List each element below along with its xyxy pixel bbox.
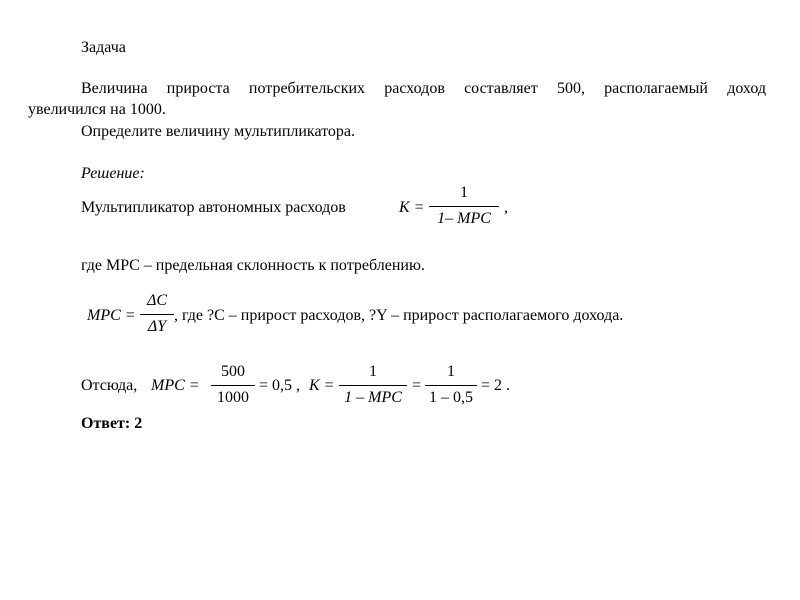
calc-fraction-1 — [211, 364, 255, 409]
multiplier-text: Мультипликатор автономных расходов — [81, 199, 346, 216]
problem-line-1: Величина прироста потребительских расходов составляет 500, располагаемый доход — [81, 80, 766, 97]
mpc-definition: где MPC – предельная склонность к потреблению. — [81, 257, 425, 274]
calc-fraction-2 — [339, 364, 407, 409]
mpc-lhs: MPC = — [87, 307, 136, 324]
calc-fraction-3 — [425, 364, 477, 409]
mpc-denominator: ΔY — [147, 318, 167, 335]
calc-fraction-3-bar — [425, 385, 477, 386]
calc-eq-3: = 2 . — [481, 377, 511, 394]
calc-eq-2: = — [412, 377, 422, 394]
calc-fraction-1-denominator: 1000 — [217, 389, 249, 406]
multiplier-fraction-bar — [429, 206, 499, 207]
solution-label: Решение: — [81, 165, 145, 182]
problem-line-2: увеличился на 1000. — [28, 101, 166, 118]
multiplier-lhs: K = — [399, 199, 425, 216]
calc-mpc-lhs: MPC = — [151, 377, 200, 394]
calc-fraction-2-denominator: 1 – MPC — [344, 389, 402, 406]
multiplier-trail: , — [504, 199, 508, 216]
calc-fraction-2-numerator: 1 — [369, 363, 377, 380]
mpc-fraction-bar — [140, 314, 174, 315]
task-heading: Задача — [81, 39, 126, 56]
mpc-tail: , где ?C – прирост расходов, ?Y – прирост располагаемого дохода. — [174, 307, 624, 324]
multiplier-numerator: 1 — [460, 184, 468, 201]
mpc-fraction — [140, 293, 174, 338]
multiplier-fraction — [429, 185, 499, 230]
problem-line-3: Определите величину мультипликатора. — [81, 123, 356, 140]
answer: Ответ: 2 — [81, 415, 143, 432]
calc-fraction-2-bar — [339, 385, 407, 386]
calc-k-lhs: K = — [309, 377, 335, 394]
calc-fraction-3-denominator: 1 – 0,5 — [429, 389, 473, 406]
calc-fraction-1-bar — [211, 385, 255, 386]
calc-eq-1: = 0,5 , — [259, 377, 301, 394]
multiplier-denominator: 1– MPC — [437, 210, 491, 227]
calc-prefix: Отсюда, — [81, 377, 138, 394]
mpc-numerator: ΔC — [146, 292, 168, 309]
calc-fraction-1-numerator: 500 — [221, 363, 245, 380]
calc-fraction-3-numerator: 1 — [447, 363, 455, 380]
